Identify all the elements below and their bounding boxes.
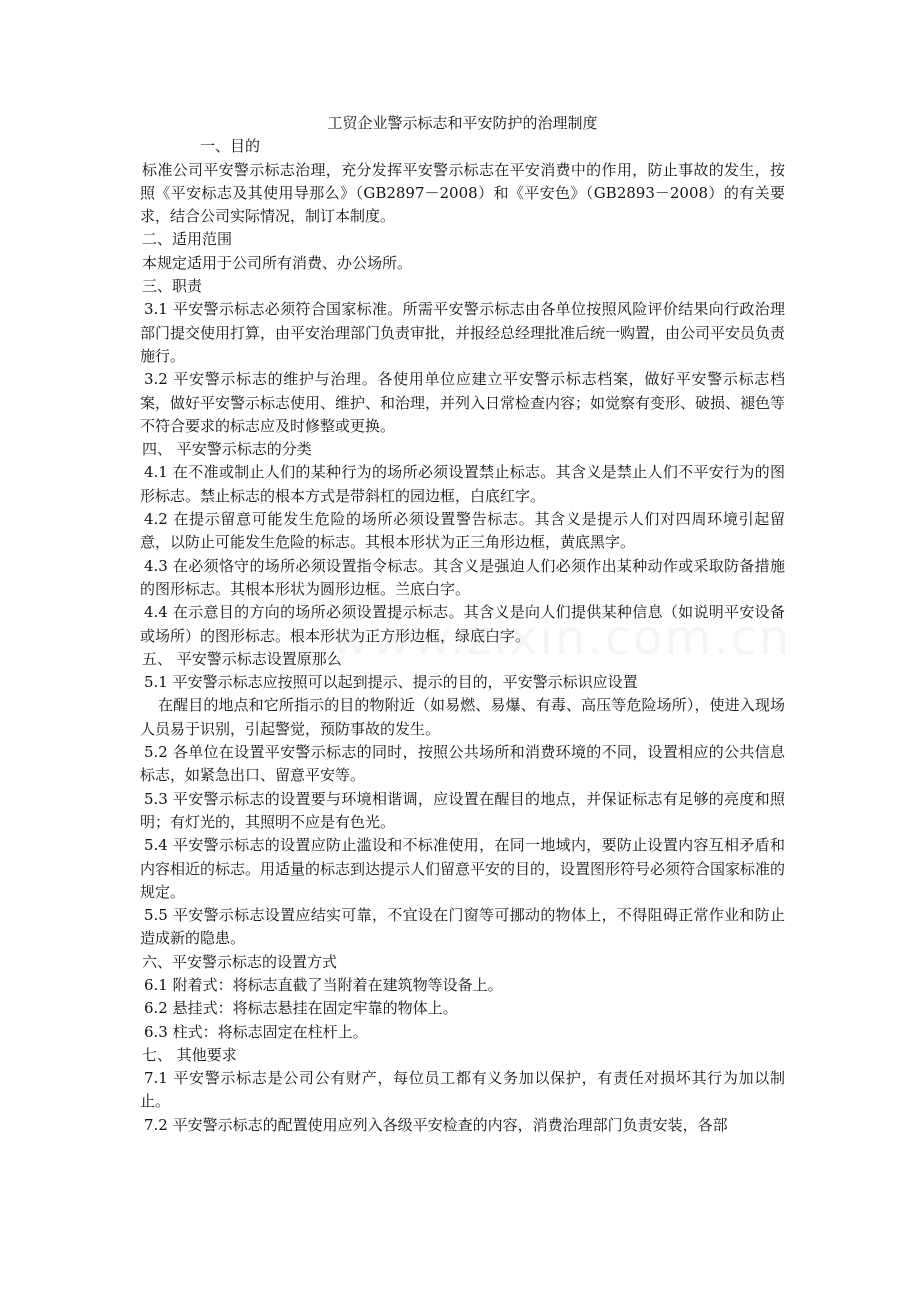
section-heading: 五、 平安警示标志设置原那么 — [142, 649, 342, 668]
paragraph: 标准公司平安警示标志治理，充分发挥平安警示标志在平安消费中的作用，防止事故的发生，按照《平安标志及其使用导那么》（GB2897－2008）和《平安色》（GB2893－2008）的有关要求，结合公司实际情况，制订本制度。 — [140, 160, 785, 226]
section-heading: 四、 平安警示标志的分类 — [142, 440, 312, 459]
paragraph: 本规定适用于公司所有消费、办公场所。 — [142, 253, 413, 272]
paragraph: 在醒目的地点和它所指示的目的物附近（如易燃、易爆、有毒、高压等危险场所），使进入现场人员易于识别，引起警觉，预防事故的发生。 — [140, 696, 785, 738]
paragraph: 3.2 平安警示标志的维护与治理。各使用单位应建立平安警示标志档案，做好平安警示标志档案，做好平安警示标志使用、维护、和治理，并列入日常检查内容；如觉察有变形、破损、褪色等不符合要求的标志应及时修整或更换。 — [140, 370, 786, 435]
paragraph: 6.3 柱式：将标志固定在柱杆上。 — [144, 1022, 368, 1041]
paragraph: 3.1 平安警示标志必须符合国家标准。所需平安警示标志由各单位按照风险评价结果向行政治理部门提交使用打算，由平安治理部门负责审批，并报经总经理批准后统一购置，由公司平安员负责施行。 — [140, 300, 786, 365]
paragraph: 4.4 在示意目的方向的场所必须设置提示标志。其含义是向人们提供某种信息（如说明平安设备或场所）的图形标志。根本形状为正方形边框，绿底白字。 — [140, 603, 785, 645]
paragraph: 7.2 平安警示标志的配置使用应列入各级平安检查的内容，消费治理部门负责安装，各部 — [144, 1115, 728, 1134]
paragraph: 5.1 平安警示标志应按照可以起到提示、提示的目的，平安警示标识应设置 — [144, 673, 638, 692]
section-heading: 二、适用范围 — [142, 230, 233, 249]
paragraph: 4.3 在必须恪守的场所必须设置指令标志。其含义是强迫人们必须作出某种动作或采取防备措施的图形标志。其根本形状为圆形边框。兰底白字。 — [140, 556, 785, 598]
paragraph: 7.1 平安警示标志是公司公有财产，每位员工都有义务加以保护，有责任对损坏其行为加以制止。 — [140, 1069, 785, 1111]
paragraph: 6.2 悬挂式：将标志悬挂在固定牢靠的物体上。 — [144, 999, 458, 1018]
paragraph: 5.4 平安警示标志的设置应防止滥设和不标准使用，在同一地域内，要防止设置内容互相矛盾和内容相近的标志。用适量的标志到达提示人们留意平安的目的，设置图形符号必须符合国家标准的规定。 — [140, 836, 786, 901]
document-body — [140, 112, 785, 1137]
section-heading: 六、平安警示标志的设置方式 — [142, 952, 338, 971]
paragraph: 5.3 平安警示标志的设置要与环境相谐调，应设置在醒目的地点，并保证标志有足够的亮度和照明；有灯光的，其照明不应是有色光。 — [140, 789, 785, 831]
document-title: 工贸企业警示标志和平安防护的治理制度 — [327, 114, 598, 132]
section-heading: 七、 其他要求 — [142, 1045, 237, 1064]
paragraph: 6.1 附着式：将标志直截了当附着在建筑物等设备上。 — [144, 975, 503, 994]
paragraph: 5.2 各单位在设置平安警示标志的同时，按照公共场所和消费环境的不同，设置相应的公共信息标志，如紧急出口、留意平安等。 — [140, 743, 785, 785]
document-content — [140, 135, 785, 1137]
paragraph: 5.5 平安警示标志设置应结实可靠，不宜设在门窗等可挪动的物体上，不得阻碍正常作业和防止造成新的隐患。 — [140, 906, 785, 948]
section-heading: 一、目的 — [200, 137, 261, 156]
paragraph: 4.2 在提示留意可能发生危险的场所必须设置警告标志。其含义是提示人们对四周环境引起留意，以防止可能发生危险的标志。其根本形状为正三角形边框，黄底黑字。 — [140, 510, 785, 552]
section-heading: 三、职责 — [142, 277, 203, 296]
paragraph: 4.1 在不准或制止人们的某种行为的场所必须设置禁止标志。其含义是禁止人们不平安行为的图形标志。禁止标志的根本方式是带斜杠的园边框，白底红字。 — [140, 463, 785, 505]
